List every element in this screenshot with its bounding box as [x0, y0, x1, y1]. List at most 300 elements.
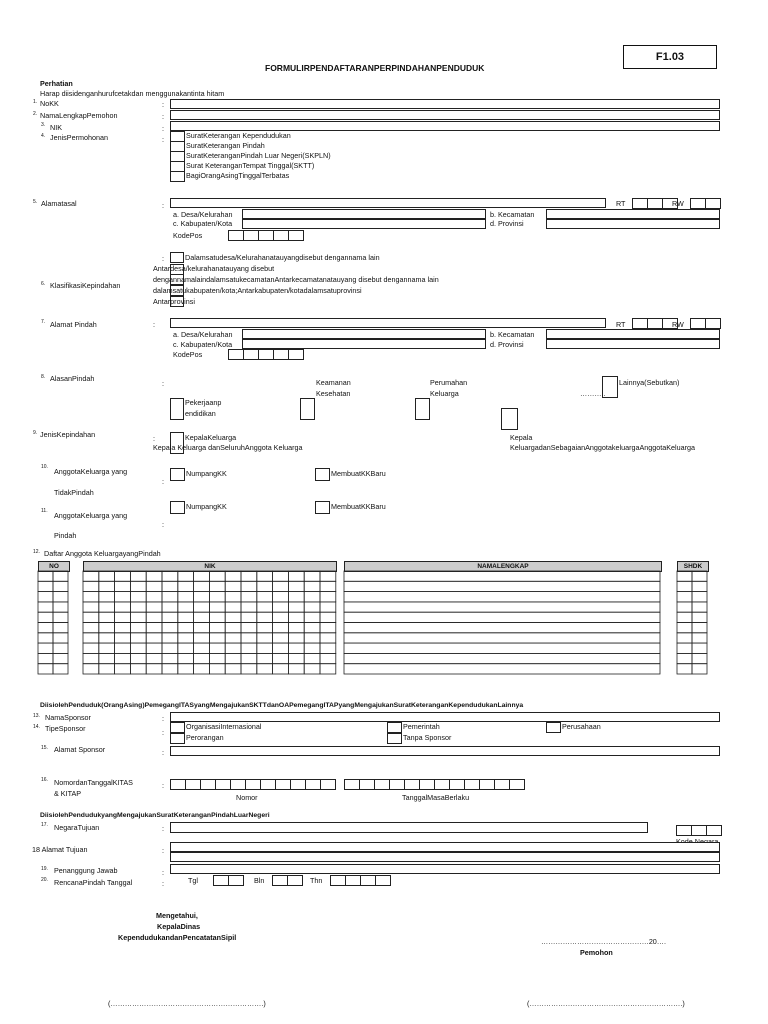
- nik-cell: [288, 623, 304, 633]
- num-4: 4.: [41, 133, 46, 139]
- nik-cell: [130, 623, 146, 633]
- nik-cell: [194, 623, 210, 633]
- ln-heading: DiisiolehPendudukyangMengajukanSuratKeteranganPindahLuarNegeri: [40, 812, 270, 819]
- colon: :: [162, 868, 164, 877]
- kepala-dinas: KepalaDinas: [157, 922, 201, 931]
- col-nama-header: NAMALENGKAP: [344, 561, 662, 572]
- nik-cell: [241, 602, 257, 612]
- colon: :: [162, 824, 164, 833]
- kepindahan-seluruh: Kepala Keluarga danSeluruhAnggota Keluarga: [153, 443, 303, 452]
- num-10: 10.: [41, 464, 48, 470]
- nik-cell: [162, 592, 178, 602]
- label-jenis-permohonan: JenisPermohonan: [50, 133, 108, 142]
- shdk-cell: [677, 602, 692, 612]
- nik-cell: [115, 643, 131, 653]
- nik-cell: [241, 633, 257, 643]
- nik-cell: [320, 612, 336, 622]
- nik-cell: [209, 602, 225, 612]
- col-no-header: NO: [38, 561, 70, 572]
- nik-cell: [162, 612, 178, 622]
- nik-cell: [273, 653, 289, 663]
- no-cell: [38, 633, 53, 643]
- alasan-perumahan: Perumahan: [430, 378, 468, 387]
- label-nik: NIK: [50, 123, 62, 132]
- nik-cell: [257, 571, 273, 581]
- nik-cell: [83, 602, 99, 612]
- colon: :: [162, 124, 164, 133]
- pindah-numpang: NumpangKK: [186, 502, 227, 511]
- shdk-cell: [692, 612, 707, 622]
- shdk-cell: [677, 592, 692, 602]
- no-cell: [38, 653, 53, 663]
- colon: :: [162, 748, 164, 757]
- nik-cell: [288, 643, 304, 653]
- nik-cell: [162, 571, 178, 581]
- nik-cell: [225, 623, 241, 633]
- colon: :: [162, 728, 164, 737]
- sponsor-perorangan-checkbox[interactable]: [170, 733, 185, 744]
- nik-cell: [146, 633, 162, 643]
- nik-cell: [304, 653, 320, 663]
- nik-cell: [209, 633, 225, 643]
- no-cell: [53, 664, 68, 674]
- label-nama-pemohon: NamaLengkapPemohon: [40, 111, 118, 120]
- nik-cell: [273, 571, 289, 581]
- kitas-tanggal-cells[interactable]: [344, 779, 525, 790]
- colon: :: [162, 781, 164, 790]
- nik-cell: [273, 612, 289, 622]
- no-cell: [53, 623, 68, 633]
- no-cell: [53, 653, 68, 663]
- sponsor-pemerintah: Pemerintah: [403, 722, 440, 731]
- klas-line-4: dalamsatukabupaten/kota;Antarkabupaten/kotadalamsatuprovinsi: [153, 286, 362, 295]
- colon: :: [162, 135, 164, 144]
- nik-cell: [288, 602, 304, 612]
- nik-cell: [304, 571, 320, 581]
- nik-cell: [115, 602, 131, 612]
- klas-line-3: dengannamalaindalamsatukecamatanAntarkecamatanatauyang disebut dengannama lain: [153, 275, 439, 284]
- label-rencana-pindah: RencanaPindah Tanggal: [54, 878, 133, 887]
- bln-label: Bln: [254, 876, 265, 885]
- nik-cell: [194, 592, 210, 602]
- alasan-keluarga: Keluarga: [430, 389, 459, 398]
- nik-cell: [162, 633, 178, 643]
- nik-cell: [273, 581, 289, 591]
- nik-cell: [146, 623, 162, 633]
- nik-cell: [130, 653, 146, 663]
- colon: :: [162, 846, 164, 855]
- nik-cell: [99, 643, 115, 653]
- shdk-cell: [677, 623, 692, 633]
- nik-cell: [304, 592, 320, 602]
- nik-cell: [178, 581, 194, 591]
- jp-option-5: BagiOrangAsingTinggalTerbatas: [186, 171, 290, 180]
- klas-line-5: Antarprovinsi: [153, 297, 195, 306]
- nik-cell: [320, 623, 336, 633]
- sponsor-perusahaan: Perusahaan: [562, 722, 601, 731]
- nik-cell: [225, 592, 241, 602]
- nik-cell: [178, 612, 194, 622]
- nik-cell: [83, 571, 99, 581]
- label-nama-sponsor: NamaSponsor: [45, 713, 91, 722]
- colon: :: [162, 100, 164, 109]
- tidak-pindah-membuat: MembuatKKBaru: [331, 469, 386, 478]
- pindah-membuat: MembuatKKBaru: [331, 502, 386, 511]
- nama-cell: [344, 664, 660, 674]
- label-alamat-tujuan: 18 Alamat Tujuan: [32, 845, 88, 854]
- wna-heading: DiisiolehPenduduk(OrangAsing)PemegangITASyangMengajukanSKTTdanOAPemegangITAPyangMengajukanSuratKeteranganKependudukanLainnya: [40, 702, 524, 709]
- alasan-lainnya-dots: ………..: [580, 389, 606, 398]
- nik-cell: [99, 623, 115, 633]
- nik-cell: [320, 653, 336, 663]
- kabupaten-label-2: c. Kabupaten/Kota: [173, 340, 233, 349]
- nik-cell: [99, 664, 115, 674]
- desa-label-2: a. Desa/Kelurahan: [173, 330, 233, 339]
- penanggung-jawab-field[interactable]: [170, 864, 720, 874]
- tgl-cells[interactable]: [213, 875, 244, 886]
- label-kitas-1: NomordanTanggalKITAS: [54, 778, 133, 787]
- nik-cell: [162, 643, 178, 653]
- nik-cell: [304, 581, 320, 591]
- nik-cell: [99, 581, 115, 591]
- shdk-cell: [692, 623, 707, 633]
- label-jenis-kepindahan: JenisKepindahan: [40, 430, 96, 439]
- colon: :: [162, 379, 164, 388]
- alasan-kesehatan: Kesehatan: [316, 389, 351, 398]
- shdk-cell: [677, 633, 692, 643]
- colon: :: [162, 112, 164, 121]
- label-tipe-sponsor: TipeSponsor: [45, 724, 86, 733]
- sponsor-org: OrganisasiInternasional: [186, 722, 262, 731]
- rt-label-2: RT: [616, 320, 626, 329]
- nik-cell: [257, 602, 273, 612]
- no-cell: [53, 643, 68, 653]
- nik-cell: [288, 581, 304, 591]
- nik-cell: [83, 592, 99, 602]
- nik-cell: [241, 664, 257, 674]
- nik-cell: [83, 653, 99, 663]
- no-cell: [38, 571, 53, 581]
- nik-cell: [194, 602, 210, 612]
- alamat-tujuan-field-1[interactable]: [170, 842, 720, 852]
- nik-cell: [273, 592, 289, 602]
- shdk-cell: [692, 664, 707, 674]
- jp-option-3: SuratKeteranganPindah Luar Negeri(SKPLN): [186, 151, 331, 160]
- nik-cell: [225, 643, 241, 653]
- nik-cell: [162, 581, 178, 591]
- nama-cell: [344, 643, 660, 653]
- shdk-cell: [692, 581, 707, 591]
- nik-cell: [273, 623, 289, 633]
- colon: :: [162, 520, 164, 529]
- nik-cell: [130, 592, 146, 602]
- nik-cell: [115, 581, 131, 591]
- label-alamat-sponsor: Alamat Sponsor: [54, 745, 106, 754]
- nik-cell: [320, 581, 336, 591]
- nik-cell: [115, 653, 131, 663]
- bln-cells[interactable]: [272, 875, 303, 886]
- num-15: 15.: [41, 745, 48, 751]
- nama-cell: [344, 633, 660, 643]
- provinsi-label-2: d. Provinsi: [490, 340, 524, 349]
- col-nik-header: NIK: [83, 561, 337, 572]
- nik-cell: [209, 612, 225, 622]
- nama-cell: [344, 653, 660, 663]
- nik-cell: [146, 643, 162, 653]
- nik-cell: [225, 633, 241, 643]
- no-cell: [38, 643, 53, 653]
- label-anggota-pindah-1: AnggotaKeluarga yang: [54, 511, 128, 520]
- nik-cell: [178, 602, 194, 612]
- nik-cell: [257, 633, 273, 643]
- nik-cell: [146, 571, 162, 581]
- nik-cell: [273, 602, 289, 612]
- nik-cell: [304, 612, 320, 622]
- signature-left[interactable]: (……………………………………………………….): [108, 999, 266, 1008]
- shdk-cell: [692, 592, 707, 602]
- shdk-cell: [677, 664, 692, 674]
- num-5: 5.: [33, 199, 38, 205]
- nik-cell: [115, 664, 131, 674]
- alamat-sponsor-field[interactable]: [170, 746, 720, 756]
- nik-cell: [194, 633, 210, 643]
- nik-cell: [162, 664, 178, 674]
- nik-cell: [225, 571, 241, 581]
- no-cell: [53, 592, 68, 602]
- rw-label-2: RW: [672, 320, 684, 329]
- nik-cell: [257, 592, 273, 602]
- nik-cell: [209, 623, 225, 633]
- sponsor-org-checkbox[interactable]: [170, 722, 185, 733]
- no-cell: [38, 664, 53, 674]
- kepindahan-right-2: KeluargadanSebagaianAnggotakeluargaAnggotaKeluarga: [510, 443, 696, 452]
- num-11: 11.: [41, 508, 48, 514]
- nik-cell: [209, 643, 225, 653]
- nik-cell: [288, 633, 304, 643]
- label-penanggung-jawab: Penanggung Jawab: [54, 866, 118, 875]
- signature-right[interactable]: (……………………………………………………….): [527, 999, 685, 1008]
- num-14: 14.: [33, 724, 40, 730]
- shdk-cell: [692, 633, 707, 643]
- shdk-cell: [692, 653, 707, 663]
- shdk-cell: [677, 612, 692, 622]
- nik-cell: [194, 581, 210, 591]
- nik-cell: [83, 623, 99, 633]
- nik-cell: [115, 623, 131, 633]
- kitas-nomor-label: Nomor: [236, 793, 258, 802]
- num-9: 9.: [33, 430, 38, 436]
- form-code-box: F1.03: [623, 45, 717, 69]
- nik-cell: [288, 571, 304, 581]
- nik-cell: [257, 581, 273, 591]
- nik-cell: [241, 581, 257, 591]
- nik-cell: [83, 633, 99, 643]
- nik-cell: [99, 653, 115, 663]
- nik-cell: [209, 581, 225, 591]
- nik-cell: [225, 664, 241, 674]
- nik-cell: [83, 612, 99, 622]
- label-kitas-2: & KITAP: [54, 789, 82, 798]
- provinsi-label: d. Provinsi: [490, 219, 524, 228]
- nik-cell: [288, 653, 304, 663]
- label-negara-tujuan: NegaraTujuan: [54, 823, 100, 832]
- tgl-label: Tgl: [188, 876, 198, 885]
- nik-cell: [209, 571, 225, 581]
- nik-cell: [257, 653, 273, 663]
- label-anggota-pindah-2: Pindah: [54, 531, 77, 540]
- kabupaten-label: c. Kabupaten/Kota: [173, 219, 233, 228]
- nik-cell: [288, 592, 304, 602]
- no-cell: [53, 581, 68, 591]
- nik-cell: [99, 612, 115, 622]
- nik-cell: [194, 653, 210, 663]
- nik-cell: [320, 664, 336, 674]
- label-no-kk: NoKK: [40, 99, 59, 108]
- nik-cell: [304, 664, 320, 674]
- nik-cell: [162, 653, 178, 663]
- nik-cell: [162, 602, 178, 612]
- nik-cell: [83, 581, 99, 591]
- shdk-cell: [692, 571, 707, 581]
- nik-cell: [241, 623, 257, 633]
- alasan-lainnya: Lainnya(Sebutkan): [619, 378, 680, 387]
- nik-cell: [257, 664, 273, 674]
- form-title: FORMULIRPENDAFTARANPERPINDAHANPENDUDUK: [265, 63, 485, 73]
- thn-cells[interactable]: [330, 875, 391, 886]
- num-2: 2.: [33, 111, 38, 117]
- nama-cell: [344, 592, 660, 602]
- label-alamat-asal: Alamatasal: [41, 199, 77, 208]
- nik-cell: [115, 571, 131, 581]
- nik-cell: [146, 653, 162, 663]
- alasan-keamanan: Keamanan: [316, 378, 351, 387]
- alasan-pekerjaan-2: endidikan: [185, 409, 216, 418]
- nik-cell: [130, 571, 146, 581]
- no-cell: [53, 633, 68, 643]
- label-klasifikasi: KlasifikasiKepindahan: [50, 281, 121, 290]
- nama-cell: [344, 602, 660, 612]
- nik-cell: [99, 633, 115, 643]
- sponsor-pemerintah-checkbox[interactable]: [387, 722, 402, 733]
- nama-cell: [344, 623, 660, 633]
- nama-cell: [344, 571, 660, 581]
- num-17: 17.: [41, 822, 48, 828]
- kepindahan-kepala: KepalaKeluarga: [185, 433, 237, 442]
- nik-cell: [178, 643, 194, 653]
- nik-cell: [146, 581, 162, 591]
- jp-option-1: SuratKeterangan Kependudukan: [186, 131, 291, 140]
- nik-cell: [146, 592, 162, 602]
- nik-cell: [194, 612, 210, 622]
- negara-tujuan-field[interactable]: [170, 822, 648, 833]
- nik-cell: [130, 664, 146, 674]
- nik-cell: [178, 664, 194, 674]
- nik-cell: [130, 602, 146, 612]
- nik-cell: [257, 643, 273, 653]
- notice-heading: Perhatian: [40, 79, 73, 88]
- nik-cell: [304, 602, 320, 612]
- nik-cell: [194, 643, 210, 653]
- nik-cell: [241, 643, 257, 653]
- label-anggota-tidak-pindah-1: AnggotaKeluarga yang: [54, 467, 128, 476]
- nama-cell: [344, 612, 660, 622]
- nik-cell: [130, 643, 146, 653]
- nik-cell: [115, 633, 131, 643]
- nik-cell: [209, 592, 225, 602]
- rt-label: RT: [616, 199, 626, 208]
- nik-cell: [178, 592, 194, 602]
- nik-cell: [320, 643, 336, 653]
- pemohon-label: Pemohon: [580, 948, 613, 957]
- shdk-cell: [677, 643, 692, 653]
- desa-label: a. Desa/Kelurahan: [173, 210, 233, 219]
- colon: :: [162, 879, 164, 888]
- no-cell: [38, 592, 53, 602]
- nik-cell: [146, 664, 162, 674]
- sponsor-perorangan: Perorangan: [186, 733, 224, 742]
- nik-cell: [304, 623, 320, 633]
- no-cell: [53, 602, 68, 612]
- shdk-cell: [692, 602, 707, 612]
- nik-cell: [225, 612, 241, 622]
- nik-cell: [146, 612, 162, 622]
- klas-line-2: Antardesa/kelurahanatauyang disebut: [153, 264, 275, 273]
- nik-cell: [320, 633, 336, 643]
- kitas-nomor-cells[interactable]: [170, 779, 336, 790]
- nik-cell: [130, 581, 146, 591]
- nik-cell: [320, 592, 336, 602]
- shdk-cell: [677, 653, 692, 663]
- no-cell: [38, 581, 53, 591]
- jp-option-2: SuratKeterangan Pindah: [186, 141, 265, 150]
- label-anggota-tidak-pindah-2: TidakPindah: [54, 488, 94, 497]
- kepindahan-right-1: Kepala: [510, 433, 533, 442]
- no-cell: [38, 623, 53, 633]
- nik-cell: [178, 623, 194, 633]
- no-cell: [53, 571, 68, 581]
- nik-cell: [194, 664, 210, 674]
- sponsor-tanpa-checkbox[interactable]: [387, 733, 402, 744]
- kitas-tanggal-label: TanggalMasaBerlaku: [402, 793, 470, 802]
- nik-cell: [178, 571, 194, 581]
- nik-cell: [304, 633, 320, 643]
- nik-cell: [162, 623, 178, 633]
- nik-cell: [304, 643, 320, 653]
- nama-sponsor-field[interactable]: [170, 712, 720, 722]
- rw-label: RW: [672, 199, 684, 208]
- num-7: 7.: [41, 319, 46, 325]
- nik-cell: [257, 623, 273, 633]
- date-line[interactable]: ………………………………………20….: [541, 937, 666, 946]
- nik-cell: [115, 612, 131, 622]
- sponsor-perusahaan-checkbox[interactable]: [546, 722, 561, 733]
- num-1: 1.: [33, 99, 38, 105]
- num-13: 13.: [33, 713, 40, 719]
- alamat-tujuan-field-2[interactable]: [170, 852, 720, 862]
- num-8: 8.: [41, 374, 46, 380]
- kode-negara-cells[interactable]: [676, 825, 722, 836]
- kecamatan-label-2: b. Kecamatan: [490, 330, 535, 339]
- nik-cell: [225, 653, 241, 663]
- notice-text: Harap diisidenganhurufcetakdan menggunakantinta hitam: [40, 89, 225, 98]
- label-alamat-pindah: Alamat Pindah: [50, 320, 97, 329]
- num-6: 6.: [41, 281, 46, 287]
- nik-cell: [178, 653, 194, 663]
- sponsor-tanpa: Tanpa Sponsor: [403, 733, 452, 742]
- label-alasan-pindah: AlasanPindah: [50, 374, 95, 383]
- shdk-cell: [677, 571, 692, 581]
- nik-cell: [225, 581, 241, 591]
